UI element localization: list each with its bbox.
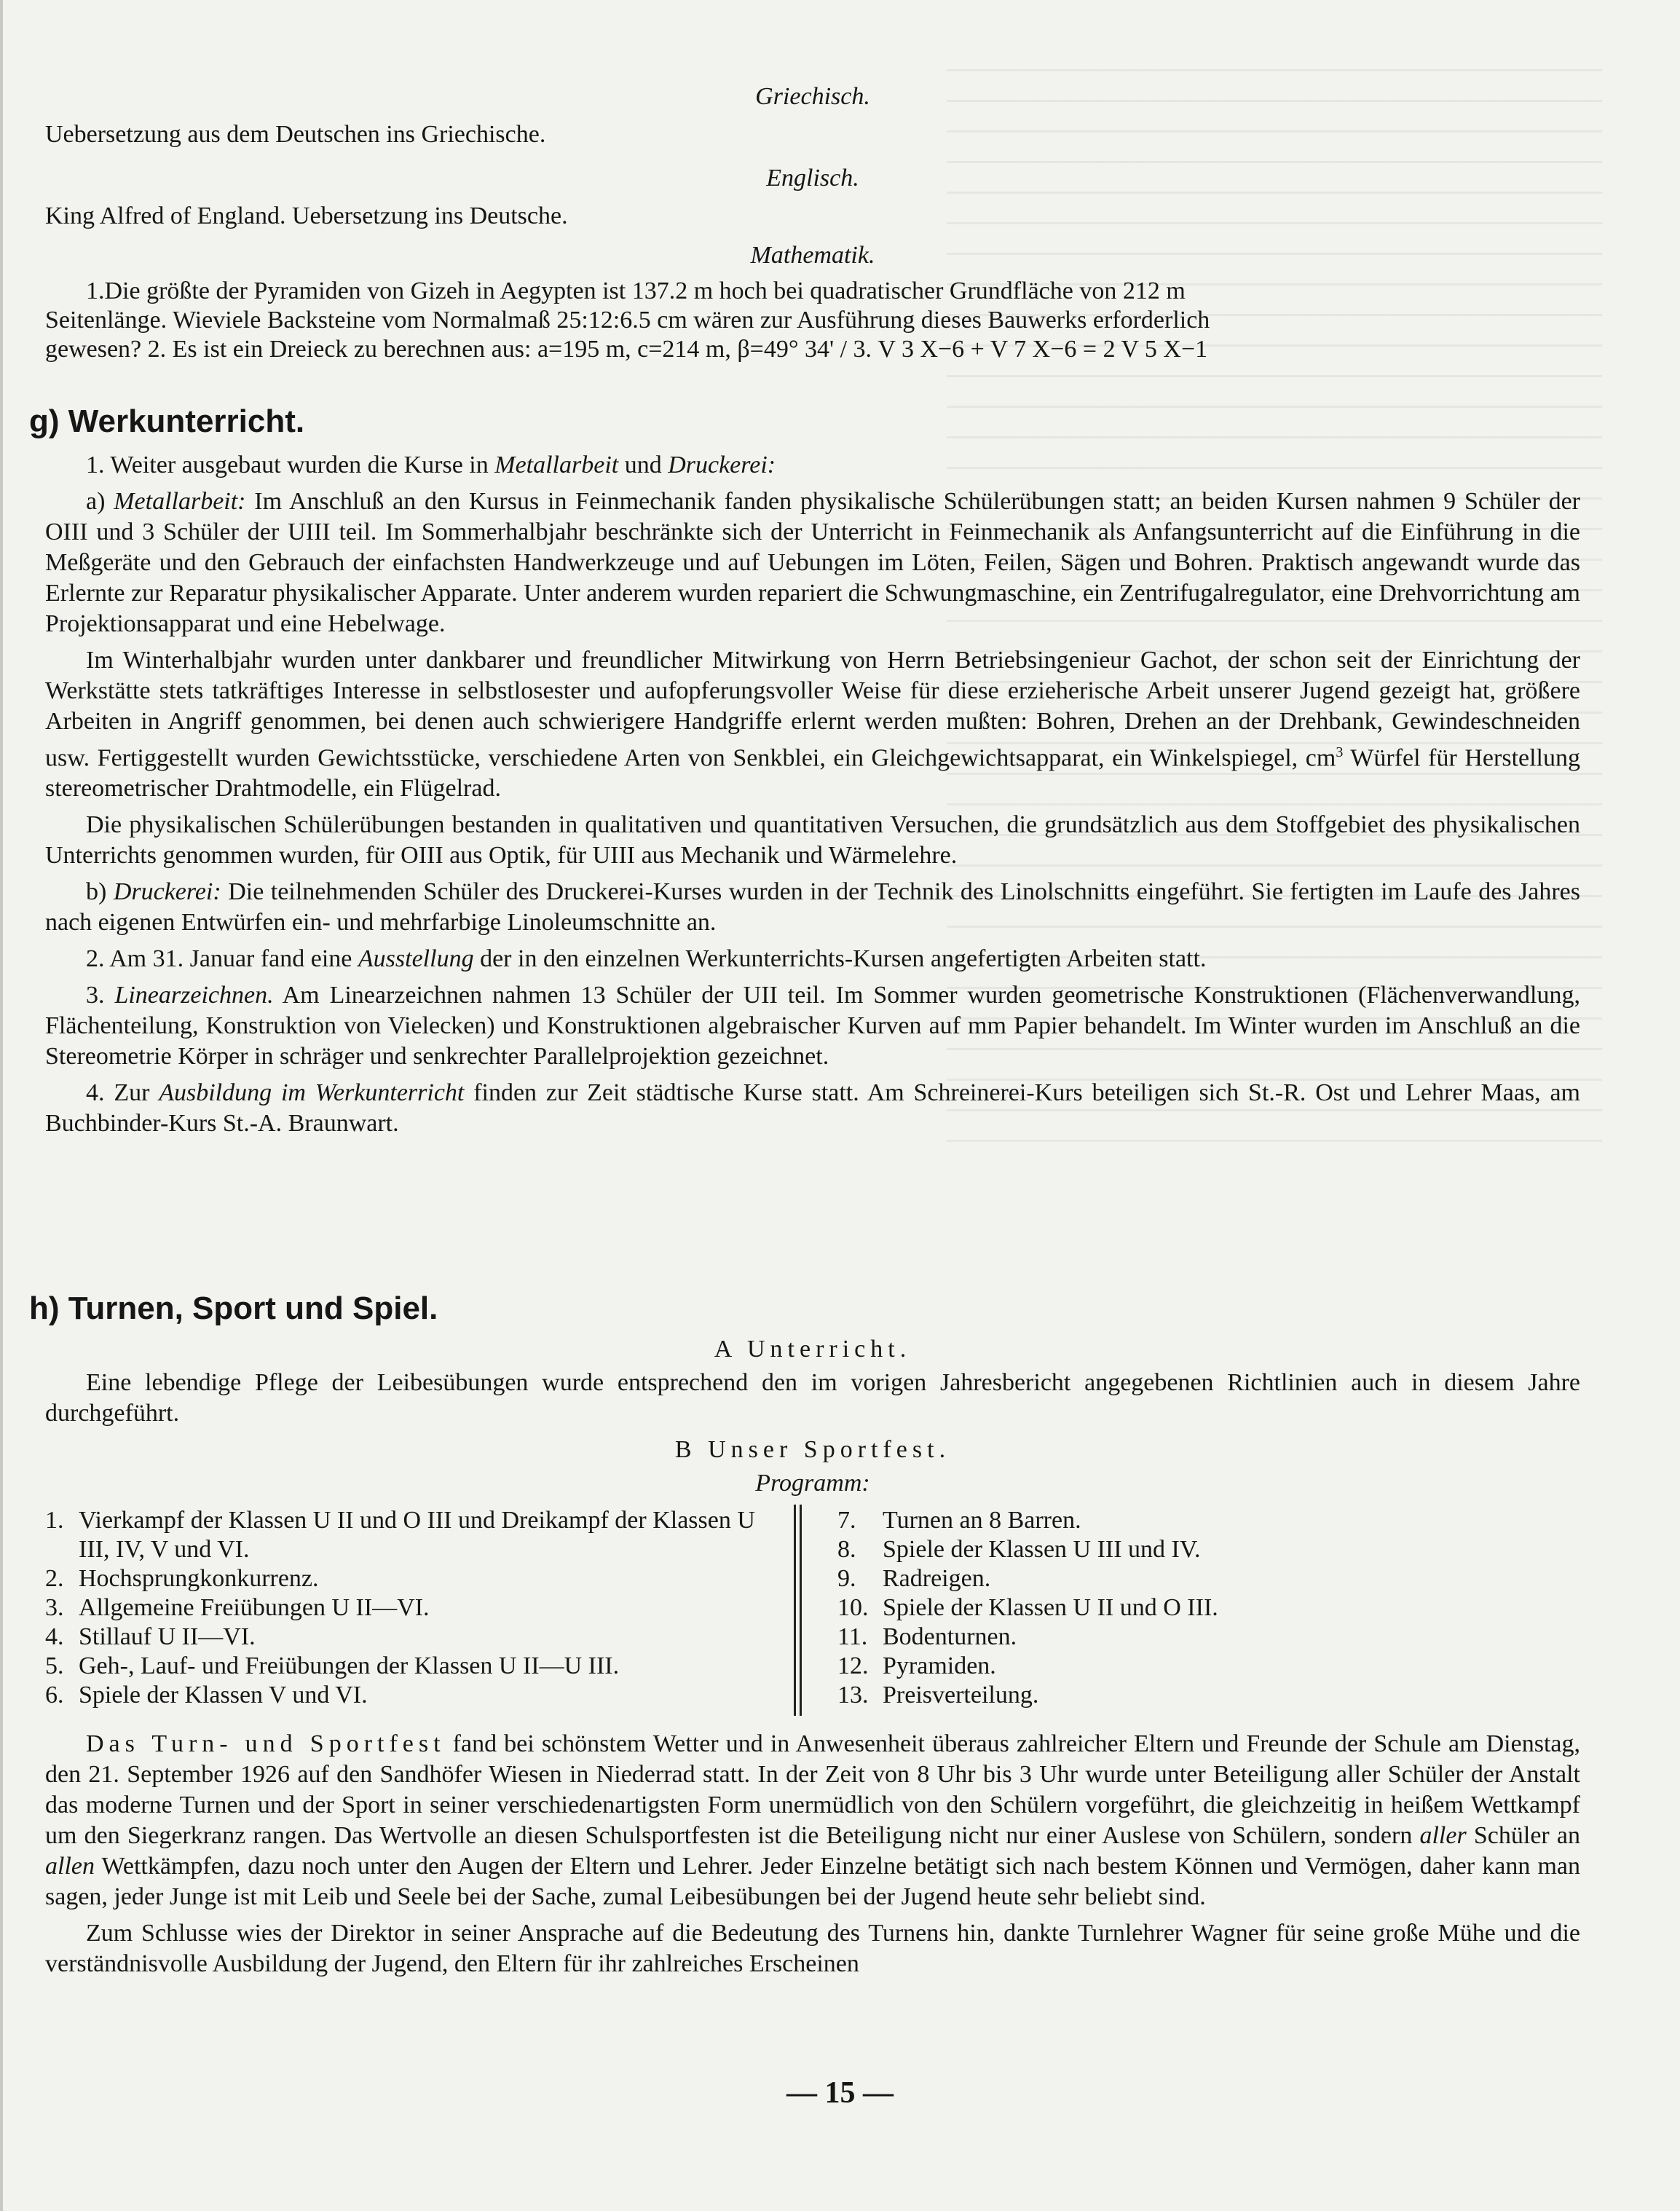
werk-paragraph-ausbildung: 4. Zur Ausbildung im Werkunterricht finden zur Zeit städtische Kurse statt. Am Schreinerei-Kurs beteiligen sich St.-R. Ost und Lehrer Maas, am Buchbinder-Kurs St.-A. Braunwart.	[45, 1079, 1580, 1138]
programm-item: 12. Pyramiden.	[837, 1652, 996, 1679]
werk-paragraph-druckerei: b) Druckerei: Die teilnehmenden Schüler des Druckerei-Kurses wurden in der Technik des Linolschnitts eingeführt. Sie fertigten im Laufe des Jahres nach eigenen Entwürfen ein- und mehrfarbige Linoleumschnitte an.	[45, 878, 1580, 937]
math-line-2: Seitenlänge. Wieviele Backsteine vom Normalmaß 25:12:6.5 cm wären zur Ausführung dieses Bauwerks erforderlich	[45, 307, 1210, 334]
werk-paragraph-ausstellung: 2. Am 31. Januar fand eine Ausstellung der in den einzelnen Werkunterrichts-Kursen angefertigten Arbeiten statt.	[86, 945, 1207, 973]
programm-item: 5. Geh-, Lauf- und Freiübungen der Klassen U II—U III.	[45, 1652, 620, 1679]
programm-item: 6. Spiele der Klassen V und VI.	[45, 1682, 368, 1708]
programm-item: 2. Hochsprungkonkurrenz.	[45, 1565, 319, 1592]
programm-item: 9. Radreigen.	[837, 1565, 991, 1592]
programm-divider	[800, 1505, 802, 1716]
werk-paragraph-1: 1. Weiter ausgebaut wurden die Kurse in Metallarbeit und Druckerei:	[86, 452, 776, 478]
mathematik-heading: Mathematik.	[750, 242, 875, 269]
programm-label: Programm:	[755, 1470, 870, 1497]
werkunterricht-body	[45, 450, 1580, 1139]
programm-item: 13. Preisverteilung.	[837, 1682, 1039, 1708]
programm-item: 11. Bodenturnen.	[837, 1623, 1017, 1650]
turnen-sub-a: A Unterricht.	[714, 1336, 912, 1363]
programm-item: 1. Vierkampf der Klassen U II und O III und Dreikampf der Klassen U III, IV, V und VI.	[45, 1507, 755, 1563]
griechisch-text: Uebersetzung aus dem Deutschen ins Griechische.	[45, 121, 546, 148]
turnen-sub-b: B Unser Sportfest.	[674, 1436, 951, 1463]
englisch-heading: Englisch.	[766, 165, 859, 192]
englisch-text: King Alfred of England. Uebersetzung ins Deutsche.	[45, 202, 568, 229]
mathematik-problems	[45, 277, 1580, 364]
sportfest-paragraph: Das Turn- und Sportfest fand bei schönstem Wetter und in Anwesenheit überaus zahlreicher Eltern und Freunde der Schule am Dienstag, den 21. September 1926 auf den Sandhöfer Wiesen in Niederrad statt. In der Zeit von 8 Uhr bis 3 Uhr wurde unter Beteiligung aller Schüler der Anstalt das moderne Turnen und der Sport in seiner verschiedenartigsten Form unermüdlich von den Schülern vorgeführt, die gleichzeitig in heißem Wettkampf um den Siegerkranz rangen. Das Wertvolle an diesen Schulsportfesten ist die Beteiligung nicht nur einer Auslese von Schülern, sondern aller Schüler an allen Wettkämpfen, dazu noch unter den Augen der Eltern und Lehrer. Jeder Einzelne betätigt sich nach bestem Können und Vermögen, daher kann man sagen, jeder Junge ist mit Leib und Seele bei der Sache, zumal Leibesübungen bei der Jugend heute sehr beliebt sind.	[45, 1730, 1580, 1910]
math-line-3: gewesen? 2. Es ist ein Dreieck zu berechnen aus: a=195 m, c=214 m, β=49° 34' / 3. V 3 X−6 + V 7 X−6 = 2 V 5 X−1	[45, 336, 1208, 363]
turnen-intro: Eine lebendige Pflege der Leibesübungen wurde entsprechend den im vorigen Jahresbericht angegebenen Richtlinien auch in diesem Jahre durchgeführt.	[45, 1369, 1580, 1427]
turnen-heading: h) Turnen, Sport und Spiel.	[29, 1290, 438, 1326]
programm-item: 7. Turnen an 8 Barren.	[837, 1507, 1081, 1534]
werk-paragraph-winterhalbjahr: Im Winterhalbjahr wurden unter dankbarer und freundlicher Mitwirkung von Herrn Betriebsingenieur Gachot, der schon seit der Einrichtung der Werkstätte stets tatkräftiges Interesse in selbstlosester und aufopferungsvoller Weise für diese erzieherische Arbeit unserer Jugend gezeigt hat, größere Arbeiten in Angriff genommen, bei denen auch schwierigere Handgriffe erlernt werden mußten: Bohren, Drehen an der Drehbank, Gewindeschneiden usw. Fertiggestellt wurden Gewichtsstücke, verschiedene Arten von Senkblei, ein Gleichgewichtsapparat, ein Winkelspiegel, $cm^3$ Würfel für Herstellung stereometrischer Drahtmodelle, ein Flügelrad.	[45, 647, 1581, 803]
page-edge	[0, 0, 3, 2211]
werk-paragraph-linearzeichnen: 3. Linearzeichnen. Am Linearzeichnen nahmen 13 Schüler der UII teil. Im Sommer wurden geometrische Konstruktionen (Flächenverwandlung, Flächenteilung, Konstruktion von Vielecken) und Konstruktionen algebraischer Kurven auf mm Papier behandelt. Im Winter wurden im Anschluß an die Stereometrie Körper in schräger und senkrechter Parallelprojektion gezeichnet.	[45, 982, 1580, 1071]
programm-list-left	[45, 1506, 781, 1710]
page-number: — 15 —	[786, 2076, 894, 2110]
schluss-paragraph: Zum Schlusse wies der Direktor in seiner Ansprache auf die Bedeutung des Turnens hin, dankte Turnlehrer Wagner für seine große Mühe und die verständnisvolle Ausbildung der Jugend, den Eltern für ihr zahlreiches Erscheinen	[45, 1920, 1580, 1977]
programm-item: 10. Spiele der Klassen U II und O III.	[837, 1594, 1218, 1621]
programm-list-right	[837, 1506, 1493, 1710]
werk-paragraph-schuleruebungen: Die physikalischen Schülerübungen bestanden in qualitativen und quantitativen Versuchen, die grundsätzlich aus dem Stoffgebiet des physikalischen Unterrichts genommen wurden, für OIII aus Optik, für UIII aus Mechanik und Wärmelehre.	[45, 811, 1580, 870]
griechisch-heading: Griechisch.	[755, 83, 870, 110]
werk-paragraph-metallarbeit: a) Metallarbeit: Im Anschluß an den Kursus in Feinmechanik fanden physikalische Schülerübungen statt; an beiden Kursen nahmen 9 Schüler der OIII und 3 Schüler der UIII teil. Im Sommerhalbjahr beschränkte sich der Unterricht in Feinmechanik als Anfangsunterricht auf die Einführung in die Meßgeräte und den Gebrauch der einfachsten Handwerkzeuge und auf Uebungen im Löten, Feilen, Sägen und Bohren. Praktisch angewandt wurde das Erlernte zur Reparatur physikalischer Apparate. Unter anderem wurden repariert die Schwungmaschine, ein Zentrifugalregulator, eine Drehvorrichtung am Projektionsapparat und eine Hebelwage.	[45, 488, 1581, 637]
programm-divider	[794, 1505, 796, 1716]
programm-item: 8. Spiele der Klassen U III und IV.	[837, 1536, 1201, 1563]
werkunterricht-heading: g) Werkunterricht.	[29, 403, 305, 439]
programm-item: 3. Allgemeine Freiübungen U II—VI.	[45, 1594, 430, 1621]
sportfest-body	[45, 1729, 1580, 1979]
programm-item: 4. Stillauf U II—VI.	[45, 1623, 256, 1650]
math-line-1: 1.Die größte der Pyramiden von Gizeh in Aegypten ist 137.2 m hoch bei quadratischer Grundfläche von 212 m	[86, 277, 1186, 304]
